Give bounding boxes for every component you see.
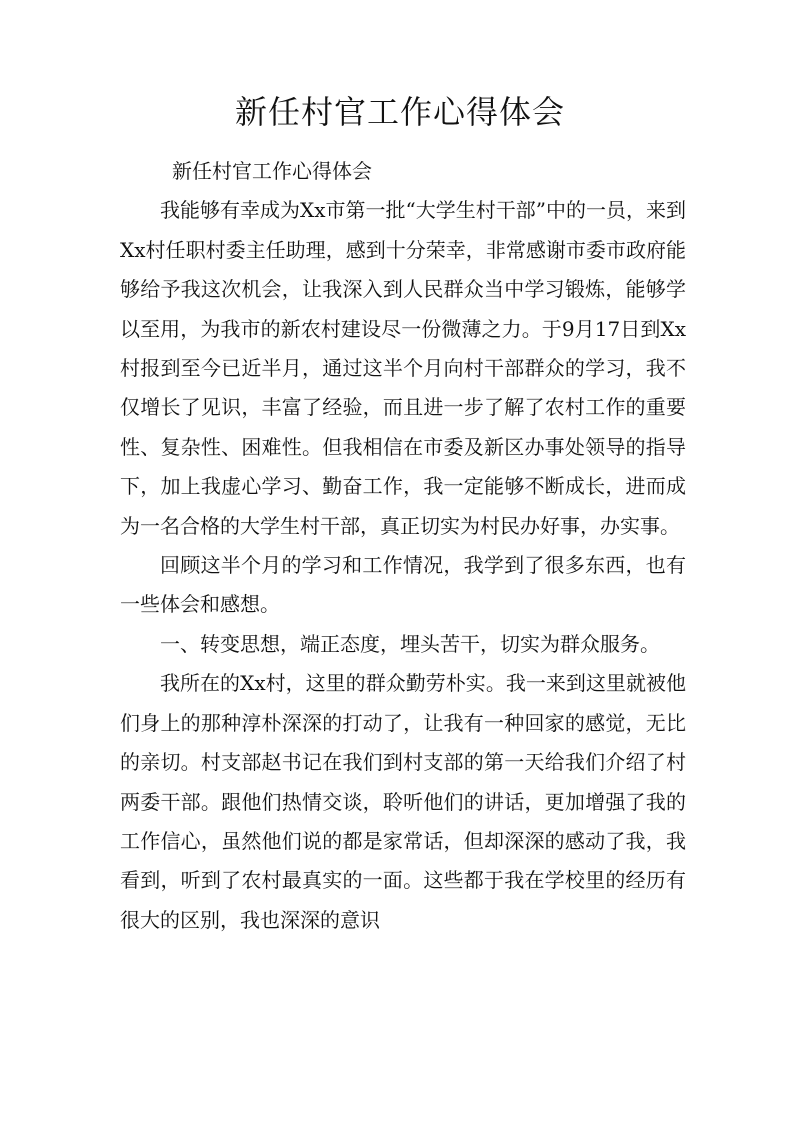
section-heading-1: 一、转变思想，端正态度，埋头苦干，切实为群众服务。: [160, 631, 660, 656]
paragraph-review: 回顾这半个月的学习和工作情况，我学到了很多东西，也有一些体会和感想。: [120, 553, 686, 617]
paragraph-village: 我所在的Xx村，这里的群众勤劳朴实。我一来到这里就被他们身上的那种淳朴深深的打动了，让我有一种回家的感觉，无比的亲切。村支部赵书记在我们到村支部的第一天给我们介绍了村两委干部。跟他们热情交谈，聆听他们的讲话，更加增强了我的工作信心，虽然他们说的都是家常话，但却深深的感动了我，我看到，听到了农村最真实的一面。这些都于我在学校里的经历有很大的区别，我也深深的意识: [120, 671, 686, 932]
document-subtitle: 新任村官工作心得体会: [172, 159, 372, 183]
paragraph-intro: 我能够有幸成为Xx市第一批“大学生村干部”中的一员，来到Xx村任职村委主任助理，感到十分荣幸，非常感谢市委市政府能够给予我这次机会，让我深入到人民群众当中学习锻炼，能够学以至用，为我市的新农村建设尽一份微薄之力。于9月17日到Xx村报到至今已近半月，通过这半个月向村干部群众的学习，我不仅增长了见识，丰富了经验，而且进一步了解了农村工作的重要性、复杂性、困难性。但我相信在市委及新区办事处领导的指导下，加上我虚心学习、勤奋工作，我一定能够不断成长，进而成为一名合格的大学生村干部，真正切实为村民办好事，办实事。: [120, 198, 686, 538]
document-body: [120, 152, 686, 940]
document-title: 新任村官工作心得体会: [234, 93, 565, 131]
